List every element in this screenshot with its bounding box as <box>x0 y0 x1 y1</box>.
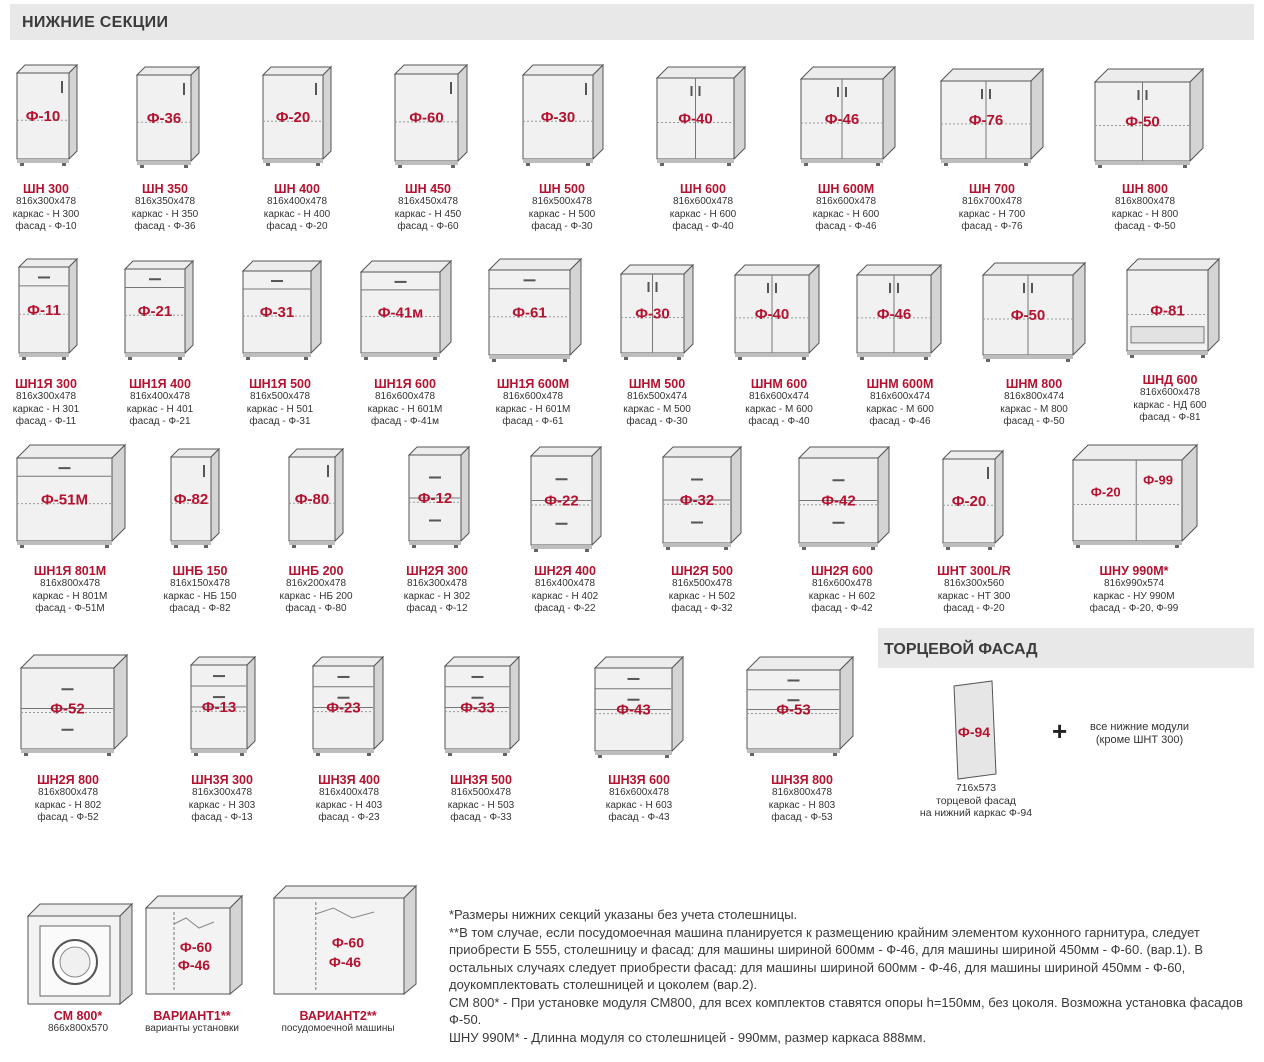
cabinet-spec: 816x200x478 <box>285 578 347 589</box>
cabinet-name: ШН 600М <box>817 182 875 196</box>
cabinet-caption <box>937 564 1011 616</box>
cabinet-spec: фасад - Ф-40 <box>748 416 810 427</box>
cabinet-caption <box>13 377 79 429</box>
appliance-spec: посудомоечной машины <box>281 1023 395 1034</box>
cabinet-spec: каркас - М 600 <box>745 403 813 415</box>
cabinet-spec: каркас - М 600 <box>866 403 934 415</box>
cabinet-spec: каркас - Н 400 <box>263 208 331 220</box>
cabinet-name: ШН 400 <box>274 182 320 196</box>
cabinet-spec: фасад - Ф-20 <box>943 603 1005 614</box>
facade-code: Ф-50 <box>1010 307 1046 324</box>
cabinet-spec: каркас - Н 301 <box>12 403 80 415</box>
end-facade-header <box>878 628 1254 668</box>
appliance-name: СМ 800* <box>53 1009 103 1023</box>
cabinet-image <box>124 260 194 360</box>
appliance-caption <box>281 1009 394 1036</box>
cabinet-image <box>312 656 384 756</box>
facade-code: Ф-12 <box>417 490 453 507</box>
cabinet-spec: 816x300x560 <box>943 578 1005 589</box>
cabinet-spec: каркас - Н 600 <box>812 208 880 220</box>
cabinet-image <box>394 64 468 168</box>
end-facade-spec: торцевой фасад <box>936 794 1016 807</box>
facade-code: Ф-36 <box>146 110 182 127</box>
cabinet-name: ШН1Я 400 <box>129 377 191 391</box>
cabinet-spec: фасад - Ф-20, Ф-99 <box>1089 603 1179 614</box>
cabinet-spec: фасад - Ф-41м <box>370 416 439 427</box>
cabinet-name: ШН2Я 600 <box>811 564 873 578</box>
cabinet-name: ШН 300 <box>23 182 69 196</box>
facade-code: Ф-52 <box>50 700 85 718</box>
cabinet-spec: каркас - Н 601М <box>367 403 443 415</box>
appliance-image <box>26 902 134 1006</box>
cabinet-spec: каркас - НУ 990М <box>1093 590 1175 602</box>
cabinet-image <box>136 66 200 168</box>
cabinet-spec: фасад - Ф-30 <box>626 416 688 427</box>
facade-code: Ф-40 <box>678 110 713 128</box>
facade-code: Ф-46 <box>824 111 860 128</box>
appliance-name: ВАРИАНТ1** <box>153 1009 231 1023</box>
cabinet-caption <box>448 773 514 825</box>
cabinet-spec: 816x600x478 <box>608 787 670 798</box>
cabinet-caption <box>247 377 313 429</box>
cabinet-spec: фасад - Ф-46 <box>815 221 877 232</box>
cabinet-caption <box>189 773 255 825</box>
cabinet-spec: 816x600x478 <box>502 391 564 402</box>
end-facade-title: ТОРЦЕВОЙ ФАСАД <box>884 641 1038 658</box>
cabinet-caption <box>13 182 79 234</box>
facade-code: Ф-50 <box>1125 113 1160 131</box>
cabinet-spec: 816x600x478 <box>672 196 734 207</box>
cabinet-name: ШН3Я 500 <box>450 773 512 787</box>
cabinet-name: ШН1Я 600М <box>496 377 570 391</box>
cabinet-caption <box>606 773 672 825</box>
cabinet-image <box>242 260 322 360</box>
cabinet-spec: фасад - Ф-50 <box>1114 221 1176 232</box>
cabinet-name: ШН1Я 600 <box>374 377 436 391</box>
cabinet-image <box>530 446 602 552</box>
facade-code: Ф-60 <box>179 939 213 956</box>
cabinet-caption <box>959 182 1025 234</box>
cabinet-name: ШНД 600 <box>1142 373 1198 387</box>
cabinet-spec: 816x600x478 <box>374 391 436 402</box>
cabinet-name: ШНМ 600 <box>750 377 808 391</box>
cabinet-caption <box>368 377 443 429</box>
cabinet-spec: каркас - НД 600 <box>1133 399 1207 411</box>
end-facade-spec: 716x573 <box>955 782 997 794</box>
cabinet-caption <box>35 773 101 825</box>
facade-code: Ф-80 <box>294 491 330 508</box>
cabinet-name: ШНБ 150 <box>172 564 228 578</box>
facade-code: Ф-23 <box>326 699 361 717</box>
facade-code: Ф-60 <box>331 934 365 951</box>
cabinet-spec: фасад - Ф-81 <box>1139 412 1201 423</box>
footnote: СМ 800* - При установке модуля СМ800, для всех комплектов ставятся опоры h=150мм, без цоколя. Возможна установка фасадов Ф-50. <box>449 994 1244 1027</box>
cabinet-spec: 816x600x474 <box>869 391 931 402</box>
cabinet-spec: 816x500x474 <box>626 391 688 402</box>
cabinet-spec: каркас - М 800 <box>1000 403 1068 415</box>
cabinet-caption <box>1000 377 1068 429</box>
cabinet-name: ШНМ 800 <box>1005 377 1063 391</box>
facade-code: Ф-99 <box>1143 472 1173 488</box>
facade-code: Ф-61 <box>512 304 547 322</box>
cabinet-caption <box>395 182 461 234</box>
cabinet-image <box>656 66 746 166</box>
cabinet-image <box>798 446 890 550</box>
cabinet-spec: фасад - Ф-53 <box>771 812 833 823</box>
cabinet-name: ШН2Я 400 <box>534 564 596 578</box>
cabinet-name: ШНУ 990М* <box>1099 564 1169 578</box>
cabinet-caption <box>404 564 470 616</box>
facade-code: Ф-22 <box>544 492 579 510</box>
facade-code: Ф-46 <box>177 957 211 974</box>
cabinet-spec: 816x800x478 <box>771 787 833 798</box>
facade-code: Ф-30 <box>635 305 670 323</box>
cabinet-spec: фасад - Ф-10 <box>15 221 77 232</box>
cabinet-spec: каркас - Н 602 <box>808 590 876 602</box>
cabinet-image <box>940 68 1044 166</box>
cabinet-image <box>522 64 604 166</box>
cabinet-caption <box>866 377 934 429</box>
cabinet-name: ШН2Я 300 <box>406 564 468 578</box>
cabinet-spec: фасад - Ф-31 <box>249 416 311 427</box>
cabinet-image <box>1094 68 1204 168</box>
facade-code: Ф-42 <box>821 492 856 510</box>
cabinet-spec: 816x400x478 <box>266 196 328 207</box>
cabinet-spec: фасад - Ф-32 <box>671 603 733 614</box>
facade-code: Ф-60 <box>409 109 444 127</box>
facade-code: Ф-31 <box>259 304 295 321</box>
cabinet-name: ШНТ 300L/R <box>937 564 1011 578</box>
cabinet-image <box>262 66 332 166</box>
cabinet-spec: каркас - Н 502 <box>668 590 736 602</box>
cabinet-spec: фасад - Ф-46 <box>869 416 931 427</box>
facade-code: Ф-21 <box>137 303 173 320</box>
end-facade-image <box>952 680 998 780</box>
cabinet-caption <box>745 377 813 429</box>
cabinet-spec: каркас - Н 402 <box>531 590 599 602</box>
cabinet-spec: каркас - НТ 300 <box>937 590 1011 602</box>
cabinet-image <box>982 262 1086 362</box>
facade-code: Ф-76 <box>968 112 1004 129</box>
cabinet-name: ШН3Я 800 <box>771 773 833 787</box>
facade-code: Ф-20 <box>951 493 987 510</box>
cabinet-name: ШН3Я 400 <box>318 773 380 787</box>
cabinet-image <box>360 260 452 360</box>
cabinet-image <box>488 258 582 362</box>
cabinet-image <box>16 444 126 548</box>
side-note-line: все нижние модули <box>1090 721 1190 733</box>
cabinet-caption <box>163 564 236 616</box>
cabinet-caption <box>33 564 108 616</box>
plus-sign: + <box>1052 716 1068 746</box>
cabinet-caption <box>1090 564 1179 616</box>
footnote: *Размеры нижних секций указаны без учета столешницы. <box>449 907 798 922</box>
cabinet-spec: каркас - НБ 200 <box>279 590 353 602</box>
cabinet-name: ШН 600 <box>680 182 726 196</box>
facade-code: Ф-33 <box>460 699 495 717</box>
side-note-line: (кроме ШНТ 300) <box>1095 734 1184 746</box>
facade-code: Ф-51М <box>41 491 88 509</box>
facade-code: Ф-30 <box>540 109 576 126</box>
facade-code: Ф-10 <box>25 108 61 125</box>
cabinet-spec: 816x800x478 <box>1114 196 1176 207</box>
cabinet-spec: каркас - Н 800 <box>1111 208 1179 220</box>
facade-code: Ф-46 <box>328 953 362 970</box>
cabinet-image <box>18 258 78 360</box>
cabinet-image <box>20 654 128 756</box>
cabinet-spec: каркас - Н 302 <box>403 590 471 602</box>
cabinet-spec: 816x500x478 <box>531 196 593 207</box>
cabinet-spec: фасад - Ф-50 <box>1003 416 1065 427</box>
appliance-caption <box>48 1009 108 1036</box>
cabinet-spec: фасад - Ф-40 <box>672 221 734 232</box>
cabinet-spec: фасад - Ф-23 <box>318 812 380 823</box>
cabinet-spec: каркас - Н 803 <box>768 799 836 811</box>
cabinet-image <box>408 446 470 548</box>
facade-code: Ф-81 <box>1150 302 1185 320</box>
cabinet-spec: 816x600x478 <box>815 196 877 207</box>
cabinet-caption <box>127 377 193 429</box>
cabinet-spec: каркас - Н 450 <box>394 208 462 220</box>
footnote: **В том случае, если посудомоечная машина планируется к размещению крайним элементом кухонного гарнитура, следует приобрести Б 555, столешницу и фасад: для машины шириной 600мм - Ф-46, для машины шириной 450мм - Ф-60. (вар.1). В остальных случаях следует приобрести фасад: для машины шириной 600мм - Ф-46, для машины шириной 450мм - Ф-60, доукомплектовать столешницей и цоколем (вар.2). <box>449 924 1204 992</box>
cabinet-caption <box>670 182 736 234</box>
cabinet-name: ШНМ 600М <box>866 377 934 391</box>
facade-code: Ф-41м <box>377 304 424 322</box>
cabinet-image <box>16 64 78 166</box>
cabinet-name: ШНМ 500 <box>628 377 686 391</box>
cabinet-spec: фасад - Ф-33 <box>450 812 512 823</box>
cabinet-name: ШНБ 200 <box>288 564 344 578</box>
cabinet-spec: каркас - Н 350 <box>131 208 199 220</box>
facade-code: Ф-11 <box>27 302 61 319</box>
cabinet-spec: каркас - Н 700 <box>958 208 1026 220</box>
cabinet-image <box>444 656 520 756</box>
cabinet-spec: 816x500x478 <box>671 578 733 589</box>
appliance-name: ВАРИАНТ2** <box>299 1009 377 1023</box>
cabinet-image <box>662 446 742 550</box>
appliance-image <box>144 894 244 1006</box>
facade-code: Ф-53 <box>776 701 811 719</box>
cabinet-caption <box>532 564 598 616</box>
facade-code: Ф-43 <box>616 701 651 719</box>
cabinet-image <box>170 448 220 548</box>
cabinet-spec: фасад - Ф-30 <box>531 221 593 232</box>
cabinet-caption <box>279 564 352 616</box>
cabinet-image <box>1126 258 1220 358</box>
cabinet-spec: 816x300x478 <box>191 787 253 798</box>
cabinet-spec: каркас - Н 601М <box>495 403 571 415</box>
end-facade-spec: на нижний каркас Ф-94 <box>919 807 1033 819</box>
cabinet-spec: фасад - Ф-60 <box>397 221 459 232</box>
cabinet-spec: 816x400x478 <box>129 391 191 402</box>
cabinet-spec: каркас - Н 801М <box>32 590 108 602</box>
cabinet-spec: фасад - Ф-52 <box>37 812 99 823</box>
cabinet-spec: каркас - Н 403 <box>315 799 383 811</box>
cabinet-caption <box>264 182 330 234</box>
cabinet-image <box>856 264 942 360</box>
cabinet-image <box>734 264 820 360</box>
appliance-spec: варианты установки <box>145 1023 239 1034</box>
cabinet-name: ШН2Я 800 <box>37 773 99 787</box>
cabinet-spec: каркас - Н 401 <box>126 403 194 415</box>
cabinet-spec: каркас - Н 600 <box>669 208 737 220</box>
cabinet-caption <box>809 564 875 616</box>
cabinet-spec: 816x500x478 <box>450 787 512 798</box>
cabinet-spec: 816x300x478 <box>15 391 77 402</box>
cabinet-spec: каркас - М 500 <box>623 403 691 415</box>
cabinet-caption <box>769 773 835 825</box>
cabinet-spec: каркас - Н 603 <box>605 799 673 811</box>
cabinet-spec: фасад - Ф-22 <box>534 603 596 614</box>
cabinet-spec: 816x500x478 <box>249 391 311 402</box>
cabinet-image <box>746 656 854 756</box>
cabinet-caption <box>132 182 198 234</box>
cabinet-spec: фасад - Ф-21 <box>129 416 191 427</box>
cabinet-image <box>620 264 694 360</box>
cabinet-spec: 816x150x478 <box>169 578 231 589</box>
facade-code: Ф-20 <box>275 109 311 126</box>
cabinet-name: ШН1Я 300 <box>15 377 77 391</box>
cabinet-spec: 816x400x478 <box>318 787 380 798</box>
cabinet-name: ШН1Я 801М <box>33 564 107 578</box>
appliance-image <box>272 884 418 1006</box>
cabinet-caption <box>529 182 595 234</box>
cabinet-spec: 816x600x474 <box>748 391 810 402</box>
cabinet-spec: 816x700x478 <box>961 196 1023 207</box>
cabinet-name: ШН1Я 500 <box>249 377 311 391</box>
cabinet-name: ШН3Я 600 <box>608 773 670 787</box>
side-note <box>1090 721 1189 747</box>
facade-code: Ф-82 <box>173 491 209 508</box>
cabinet-image <box>1072 444 1198 548</box>
facade-code: Ф-46 <box>876 306 912 323</box>
facade-code: Ф-13 <box>201 699 237 716</box>
cabinet-caption <box>813 182 879 234</box>
facade-code: Ф-32 <box>679 492 715 509</box>
cabinet-spec: каркас - НБ 150 <box>163 590 237 602</box>
cabinet-caption <box>316 773 382 825</box>
appliance-spec: 866x800x570 <box>47 1023 109 1034</box>
cabinet-spec: фасад - Ф-61 <box>502 416 564 427</box>
cabinet-image <box>288 448 344 548</box>
cabinet-caption <box>1112 182 1178 234</box>
cabinet-spec: фасад - Ф-13 <box>191 812 253 823</box>
cabinet-spec: фасад - Ф-51М <box>35 603 105 614</box>
cabinet-spec: 816x450x478 <box>397 196 459 207</box>
cabinet-name: ШН 500 <box>539 182 585 196</box>
footnote: ШНУ 990М* - Длинна модуля со столешницей - 990мм, размер каркаса 888мм. <box>449 1029 927 1045</box>
cabinet-spec: каркас - Н 500 <box>528 208 596 220</box>
cabinet-name: ШН 450 <box>405 182 451 196</box>
cabinet-spec: фасад - Ф-76 <box>961 221 1023 232</box>
cabinet-spec: фасад - Ф-42 <box>811 603 873 614</box>
cabinet-spec: каркас - Н 802 <box>34 799 102 811</box>
facade-code: Ф-20 <box>1090 484 1121 500</box>
cabinet-spec: 816x600x478 <box>1139 387 1201 398</box>
section-header <box>10 4 1254 40</box>
cabinet-spec: 816x990x574 <box>1103 578 1165 589</box>
cabinet-name: ШН3Я 300 <box>191 773 253 787</box>
facade-code: Ф-40 <box>754 306 790 323</box>
cabinet-spec: фасад - Ф-12 <box>406 603 468 614</box>
cabinet-spec: 816x600x478 <box>811 578 873 589</box>
cabinet-spec: каркас - Н 503 <box>447 799 515 811</box>
cabinet-spec: 816x300x478 <box>15 196 77 207</box>
cabinet-image <box>190 656 256 756</box>
cabinet-spec: 816x800x478 <box>37 787 99 798</box>
cabinet-spec: 816x300x478 <box>406 578 468 589</box>
appliance-caption <box>145 1009 239 1036</box>
cabinet-image <box>942 450 1004 550</box>
facade-code: Ф-94 <box>957 724 991 740</box>
cabinet-caption <box>496 377 571 429</box>
section-title: НИЖНИЕ СЕКЦИИ <box>22 14 169 31</box>
cabinet-name: ШН 800 <box>1122 182 1168 196</box>
cabinet-spec: фасад - Ф-11 <box>15 416 77 427</box>
cabinet-name: ШН 350 <box>142 182 188 196</box>
cabinet-spec: 816x800x478 <box>39 578 101 589</box>
cabinet-name: ШН2Я 500 <box>671 564 733 578</box>
cabinet-image <box>800 66 896 166</box>
cabinet-spec: фасад - Ф-36 <box>134 221 196 232</box>
cabinet-spec: фасад - Ф-20 <box>266 221 328 232</box>
end-facade-caption <box>920 782 1032 820</box>
cabinet-spec: фасад - Ф-43 <box>608 812 670 823</box>
cabinet-spec: 816x350x478 <box>134 196 196 207</box>
cabinet-image <box>594 656 684 758</box>
cabinet-caption <box>1133 373 1206 425</box>
cabinet-spec: 816x400x478 <box>534 578 596 589</box>
cabinet-spec: фасад - Ф-80 <box>285 603 347 614</box>
cabinet-caption <box>669 564 735 616</box>
cabinet-caption <box>623 377 691 429</box>
cabinet-spec: каркас - Н 300 <box>12 208 80 220</box>
cabinet-spec: каркас - Н 501 <box>246 403 314 415</box>
cabinet-spec: 816x800x474 <box>1003 391 1065 402</box>
cabinet-spec: каркас - Н 303 <box>188 799 256 811</box>
footnotes <box>449 906 1249 1046</box>
cabinet-name: ШН 700 <box>969 182 1015 196</box>
cabinet-spec: фасад - Ф-82 <box>169 603 231 614</box>
